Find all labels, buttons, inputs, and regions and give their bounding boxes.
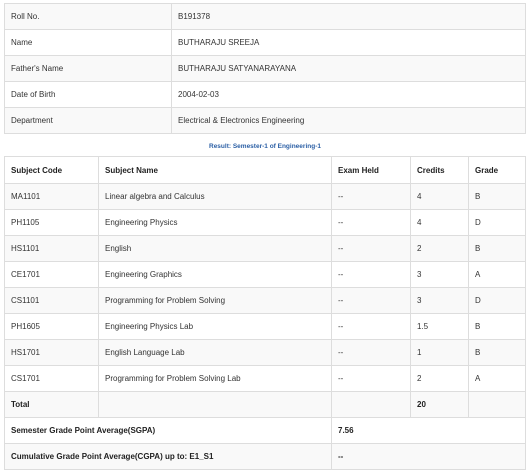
date-of-birth-value: 2004-02-03	[172, 82, 526, 108]
total-row	[5, 392, 526, 418]
exam-held: --	[332, 210, 411, 236]
grade: D	[469, 210, 526, 236]
grade: A	[469, 262, 526, 288]
total-empty-exam	[332, 392, 411, 418]
subject-code: CS1701	[5, 366, 99, 392]
header-grade: Grade	[469, 157, 526, 184]
total-empty-name	[99, 392, 332, 418]
fathers-name-label: Father's Name	[5, 56, 172, 82]
total-credits: 20	[411, 392, 469, 418]
name-value: BUTHARAJU SREEJA	[172, 30, 526, 56]
roll-no-label: Roll No.	[5, 4, 172, 30]
table-row	[5, 262, 526, 288]
subject-code: CS1101	[5, 288, 99, 314]
student-info-table	[4, 3, 526, 134]
total-empty-grade	[469, 392, 526, 418]
grade: B	[469, 314, 526, 340]
subject-name: Programming for Problem Solving Lab	[99, 366, 332, 392]
table-row	[5, 340, 526, 366]
cgpa-value: --	[332, 444, 526, 470]
cgpa-label: Cumulative Grade Point Average(CGPA) up to: E1_S1	[5, 444, 332, 470]
grade: B	[469, 340, 526, 366]
table-row	[5, 366, 526, 392]
gpa-summary-table	[4, 417, 526, 470]
subject-code: HS1101	[5, 236, 99, 262]
grade: A	[469, 366, 526, 392]
credits: 3	[411, 262, 469, 288]
header-subject-code: Subject Code	[5, 157, 99, 184]
exam-held: --	[332, 288, 411, 314]
subject-code: HS1701	[5, 340, 99, 366]
subject-code: PH1105	[5, 210, 99, 236]
grade: D	[469, 288, 526, 314]
credits: 2	[411, 366, 469, 392]
fathers-name-value: BUTHARAJU SATYANARAYANA	[172, 56, 526, 82]
department-value: Electrical & Electronics Engineering	[172, 108, 526, 134]
sgpa-row	[5, 418, 526, 444]
table-row	[5, 184, 526, 210]
table-row	[5, 314, 526, 340]
table-row	[5, 288, 526, 314]
header-subject-name: Subject Name	[99, 157, 332, 184]
fathers-name-row	[5, 56, 526, 82]
roll-no-value: B191378	[172, 4, 526, 30]
subject-name: Linear algebra and Calculus	[99, 184, 332, 210]
subject-name: Programming for Problem Solving	[99, 288, 332, 314]
subject-code: PH1605	[5, 314, 99, 340]
subject-code: CE1701	[5, 262, 99, 288]
grade: B	[469, 236, 526, 262]
subject-name: Engineering Physics	[99, 210, 332, 236]
header-credits: Credits	[411, 157, 469, 184]
department-label: Department	[5, 108, 172, 134]
exam-held: --	[332, 184, 411, 210]
credits: 1	[411, 340, 469, 366]
exam-held: --	[332, 236, 411, 262]
exam-held: --	[332, 314, 411, 340]
sgpa-value: 7.56	[332, 418, 526, 444]
grade: B	[469, 184, 526, 210]
total-label: Total	[5, 392, 99, 418]
credits: 1.5	[411, 314, 469, 340]
subject-name: Engineering Physics Lab	[99, 314, 332, 340]
subject-name: English Language Lab	[99, 340, 332, 366]
exam-held: --	[332, 262, 411, 288]
header-exam-held: Exam Held	[332, 157, 411, 184]
credits: 2	[411, 236, 469, 262]
department-row	[5, 108, 526, 134]
table-row	[5, 210, 526, 236]
credits: 4	[411, 184, 469, 210]
name-row	[5, 30, 526, 56]
subject-code: MA1101	[5, 184, 99, 210]
subject-name: English	[99, 236, 332, 262]
cgpa-row	[5, 444, 526, 470]
subject-name: Engineering Graphics	[99, 262, 332, 288]
date-of-birth-row	[5, 82, 526, 108]
credits: 3	[411, 288, 469, 314]
roll-no-row	[5, 4, 526, 30]
exam-held: --	[332, 366, 411, 392]
date-of-birth-label: Date of Birth	[5, 82, 172, 108]
exam-held: --	[332, 340, 411, 366]
table-row	[5, 236, 526, 262]
result-caption: Result: Semester-1 of Engineering-1	[209, 143, 321, 150]
credits: 4	[411, 210, 469, 236]
grades-table	[4, 156, 526, 418]
sgpa-label: Semester Grade Point Average(SGPA)	[5, 418, 332, 444]
name-label: Name	[5, 30, 172, 56]
grades-header-row	[5, 157, 526, 184]
